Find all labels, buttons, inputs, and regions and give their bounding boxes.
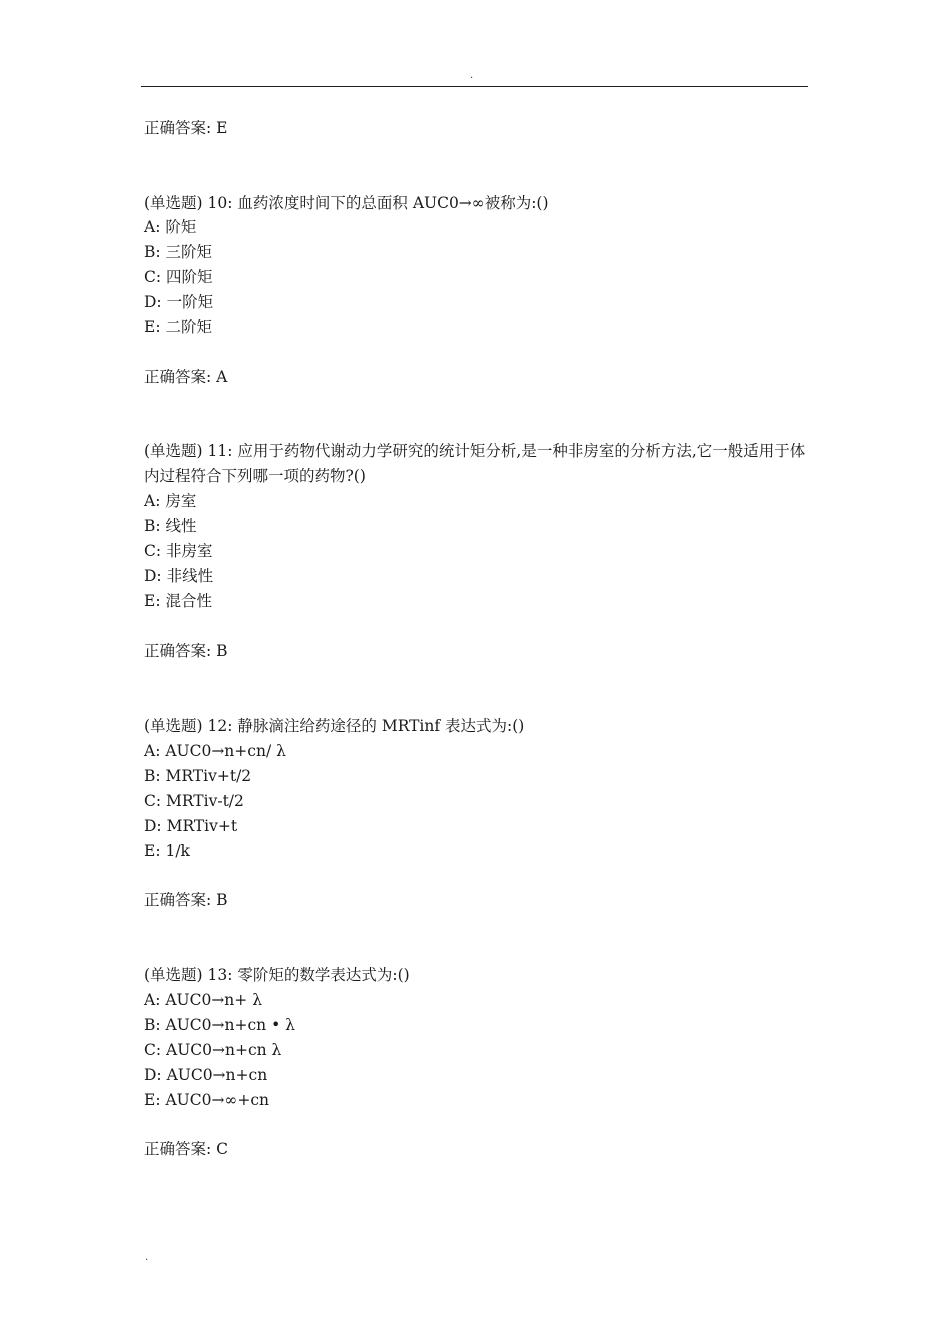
correct-answer: 正确答案: C — [144, 1140, 229, 1158]
footer-mark: . — [145, 1252, 149, 1263]
option-d: D: 非线性 — [144, 567, 214, 585]
option-c: C: MRTiv-t/2 — [144, 792, 244, 810]
option-b: B: MRTiv+t/2 — [144, 767, 252, 785]
correct-answer: 正确答案: B — [144, 891, 228, 909]
option-b: B: AUC0→n+cn • λ — [144, 1016, 295, 1034]
header-rule — [141, 86, 808, 87]
option-a: A: 阶矩 — [144, 218, 197, 236]
option-c: C: 非房室 — [144, 542, 213, 560]
correct-answer: 正确答案: A — [144, 368, 228, 386]
option-b: B: 三阶矩 — [144, 243, 213, 261]
option-e: E: 1/k — [144, 842, 190, 860]
option-a: A: AUC0→n+cn/ λ — [144, 742, 286, 760]
correct-answer: 正确答案: B — [144, 642, 228, 660]
option-d: D: 一阶矩 — [144, 293, 214, 311]
option-c: C: AUC0→n+cn λ — [144, 1041, 282, 1059]
option-b: B: 线性 — [144, 517, 197, 535]
option-e: E: 二阶矩 — [144, 318, 212, 336]
option-d: D: AUC0→n+cn — [144, 1066, 268, 1084]
option-a: A: 房室 — [144, 492, 197, 510]
question-stem: (单选题) 10: 血药浓度时间下的总面积 AUC0→∞被称为:() — [144, 194, 549, 212]
header-mark: . — [470, 70, 474, 81]
answer-q9: 正确答案: E — [144, 119, 228, 137]
option-d: D: MRTiv+t — [144, 817, 238, 835]
question-stem: (单选题) 12: 静脉滴注给药途径的 MRTinf 表达式为:() — [144, 717, 525, 735]
option-e: E: 混合性 — [144, 592, 212, 610]
option-a: A: AUC0→n+ λ — [144, 991, 263, 1009]
question-stem: (单选题) 13: 零阶矩的数学表达式为:() — [144, 966, 410, 984]
question-stem: (单选题) 11: 应用于药物代谢动力学研究的统计矩分析,是一种非房室的分析方法,它一般适用于体内过程符合下列哪一项的药物?() — [144, 442, 806, 485]
option-c: C: 四阶矩 — [144, 268, 213, 286]
option-e: E: AUC0→∞+cn — [144, 1091, 269, 1109]
